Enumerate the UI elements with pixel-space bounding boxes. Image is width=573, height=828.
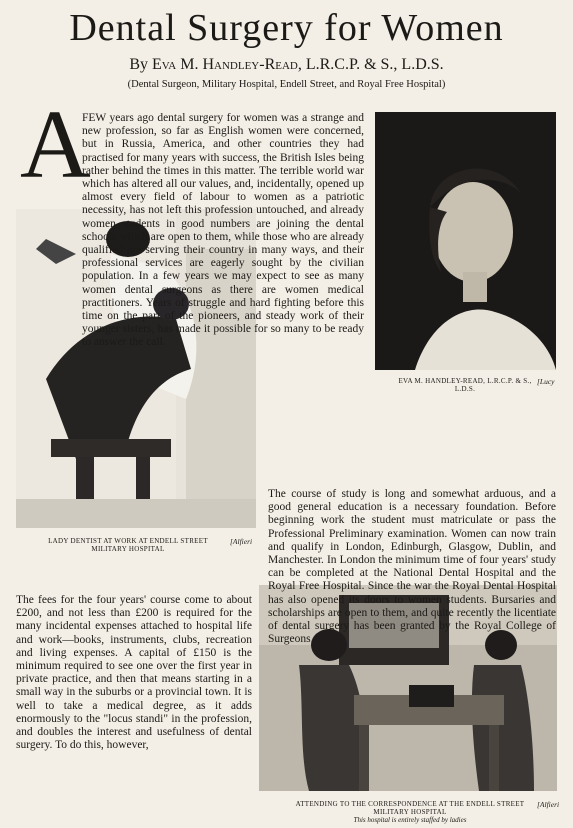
correspondence-subcaption: This hospital is entirely staffed by ladies (353, 816, 467, 824)
byline (0, 56, 573, 74)
byline-prefix: By (129, 56, 148, 73)
article-title: Dental Surgery for Women (69, 7, 504, 49)
portrait-photo (375, 112, 556, 370)
portrait-caption: EVA M. HANDLEY-READ, L.R.C.P. & S., L.D.S. (398, 377, 532, 393)
paragraph-2: The course of study is long and somewhat arduous, and a good general education is a necessary foundation. Before beginning work the student must matriculate or pass the Professional Preliminary examination. Women can now train and qualify in London, Edinburgh, Glasgow, Dublin, and Manchester. In London the minimum time of four years' study can be completed at the National Dental Hospital and the Royal Free Hospital. Since the war the Royal Dental Hospital has also opened its doors to women students. Bursaries and scholarships are open to them, and quite recently the licentiate of dental surgery has been granted by the Royal College of Surgeons. (268, 488, 556, 646)
author-name: Eva M. Handley-Read, L.R.C.P. & S., L.D.S. (152, 56, 444, 73)
portrait-credit: [Lucy (537, 377, 555, 386)
correspondence-credit: [Alfieri (537, 800, 560, 809)
dentist-caption: LADY DENTIST AT WORK AT ENDELL STREET MILITARY HOSPITAL (48, 537, 208, 553)
dentist-credit: [Alfieri (230, 537, 253, 546)
drop-cap: A (20, 91, 91, 199)
correspondence-caption: ATTENDING TO THE CORRESPONDENCE AT THE ENDELL STREET MILITARY HOSPITAL (295, 800, 525, 816)
paragraph-3: The fees for the four years' course come to about £200, and not less than £200 is required for the many incidental expenses attached to hospital life and work—books, instruments, clubs, recreation and living expenses. A capital of £150 is the minimum required to see one over the first year in private practice, and then that means starting in a small way in the suburbs or a provincial town. It is well to take a medical degree, as it adds enormously to the "locus standi" in the profession, and doubles the interest and usefulness of dental surgery. To do this, however, (16, 594, 252, 752)
author-affiliation: (Dental Surgeon, Military Hospital, Endell Street, and Royal Free Hospital) (127, 79, 446, 90)
paragraph-1: FEW years ago dental surgery for women was a strange and new profession, so far as English women were concerned, but in Russia, America, and other countries they had practised for many years with success, the British Isles being rather behind the times in this matter. The terrible world war which has altered all our values, and, incidentally, opened up almost every field of labour to women as a patriotic necessity, has not left this profession untouched, and already women students in good numbers are joining the dental schools which are open to them, while those who are already qualified are serving their country in many ways, and their professional services are eagerly sought by the civilian population. In a few years we may expect to see as many women dental surgeons as there are women medical practitioners. Years of struggle and hard fighting before this time on the part of the pioneers, and steady work of their younger sisters, has made it possible for so many to be ready to answer the call. (82, 112, 364, 349)
portrait-image (375, 112, 556, 370)
